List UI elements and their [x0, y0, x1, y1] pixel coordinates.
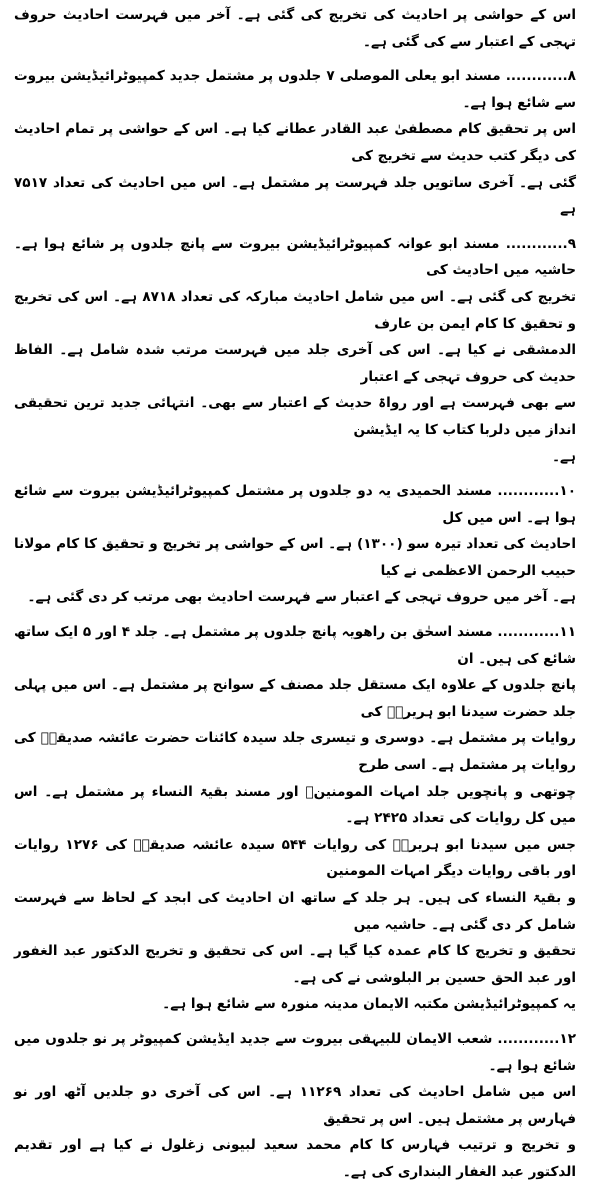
text-line: اس پر تحقیق کام مصطفیٰ عبد القادر عطانے کیا ہے۔ اس کے حواشی پر تمام احادیث کی دیگر کتب حدیث سے تخریج کی — [14, 121, 576, 164]
text-line: ہے۔ — [552, 448, 576, 465]
text-line: تخریج کی گئی ہے۔ اس میں شامل احادیث مبارکہ کی تعداد ۸۷۱۸ ہے۔ اس کی تخریج و تحقیق کا کام ایمن بن عارف — [14, 288, 576, 332]
text-line: اس کے حواشی پر احادیث کی تخریج کی گئی ہے۔ آخر میں فہرست احادیث حروف تہجی کے اعتبار سے کی گئی ہے۔ — [14, 7, 576, 50]
entry-9-musnad-abu-awana — [14, 231, 576, 470]
text-line: ہے۔ آخر میں حروف تہجی کے اعتبار سے فہرست احادیث بھی مرتب کر دی گئی ہے۔ — [27, 589, 576, 606]
text-line: ۱۱............ مسند اسحٰق بن راھویہ پانچ جلدوں پر مشتمل ہے۔ جلد ۴ اور ۵ ایک ساتھ شائع کی ہیں۔ ان — [14, 624, 577, 667]
text-line: ۱۲............ شعب الایمان للبیہقی بیروت سے جدید ایڈیشن کمپیوٹر پر نو جلدوں میں شائع ہوا ہے۔ — [14, 1030, 576, 1074]
text-line: و تخریج و ترتیب فہارس کا کام محمد سعید لبیونی زغلول نے کیا ہے اور تقدیم الدکتور عبد الغفار البنداری کی ہے۔ — [14, 1137, 576, 1180]
text-line: سے بھی فہرست ہے اور رواۃ حدیث کے اعتبار سے بھی۔ انتہائی جدید ترین تحقیقی انداز میں دلربا کتاب کا یہ ایڈیشن — [14, 395, 576, 438]
text-line: ۸............ مسند ابو یعلی الموصلی ۷ جلدوں پر مشتمل جدید کمپیوٹرائیڈیشن بیروت سے شائع ہوا ہے۔ — [14, 68, 576, 111]
text-line: جس میں سیدنا ابو ہریرہؓ کی روایات ۵۴۴ سیدہ عائشہ صدیقہؓ کی ۱۲۷۶ روایات اور باقی روایات دیگر امہات المومنین — [14, 836, 576, 880]
text-line: روایات پر مشتمل ہے۔ دوسری و تیسری جلد سیدہ کائنات حضرت عائشہ صدیقہؓ کی روایات پر مشتمل ہے۔ اسی طرح — [14, 730, 576, 774]
entry-11-musnad-ishaq — [14, 619, 576, 1018]
text-line: چوتھی و پانچویں جلد امہات المومنینؓ اور مسند بقیۃ النساء پر مشتمل ہے۔ اس میں کل روایات کی تعداد ۲۴۲۵ ہے۔ — [14, 783, 576, 827]
text-line: تحقیق و تخریج کا کام عمدہ کیا گیا ہے۔ اس کی تحقیق و تخریج الدکتور عبد الغفور اور عبد الحق حسین بر البلوشی نے کی ہے۔ — [14, 943, 576, 986]
entry-10-musnad-humaidi — [14, 478, 576, 611]
text-line: احادیث کی تعداد تیرہ سو (۱۳۰۰) ہے۔ اس کے حواشی پر تخریج و تحقیق کا کام مولانا حبیب الرحمن الاعظمی نے کیا — [14, 536, 576, 579]
text-line: اس میں شامل احادیث کی تعداد ۱۱۲۶۹ ہے۔ اس کی آخری دو جلدیں آٹھ اور نو فہارس پر مشتمل ہیں۔ اس پر تحقیق — [14, 1084, 576, 1127]
text-line: الدمشقی نے کیا ہے۔ اس کی آخری جلد میں فہرست مرتب شدہ شامل ہے۔ الفاظ حدیث کی حروف تہجی کے اعتبار — [14, 342, 576, 385]
text-line: و بقیۃ النساء کی ہیں۔ ہر جلد کے ساتھ ان احادیث کی ابجد کے لحاظ سے فہرست شامل کر دی گئی ہے۔ حاشیہ میں — [14, 890, 576, 933]
text-line: یہ کمپیوٹرائیڈیشن مکتبہ الایمان مدینہ منورہ سے شائع ہوا ہے۔ — [162, 996, 576, 1013]
text-line: ۹............ مسند ابو عوانہ کمپیوٹرائیڈیشن بیروت سے پانچ جلدوں پر شائع ہوا ہے۔ حاشیہ میں احادیث کی — [14, 235, 576, 279]
paragraph-intro — [14, 2, 576, 55]
text-line: ۱۰............ مسند الحمیدی یہ دو جلدوں پر مشتمل کمپیوٹرائیڈیشن بیروت سے شائع ہوا ہے۔ اس میں کل — [14, 483, 576, 526]
entry-12-shuab-al-iman — [14, 1026, 576, 1186]
entry-8-musnad-abu-yala — [14, 63, 576, 223]
text-line: گئی ہے۔ آخری ساتویں جلد فہرست پر مشتمل ہے۔ اس میں احادیث کی تعداد ۷۵۱۷ ہے — [14, 174, 576, 218]
text-line: پانچ جلدوں کے علاوہ ایک مستقل جلد مصنف کے سوانح پر مشتمل ہے۔ اس میں پہلی جلد حضرت سیدنا ابو ہریرہؓ کی — [14, 677, 576, 720]
